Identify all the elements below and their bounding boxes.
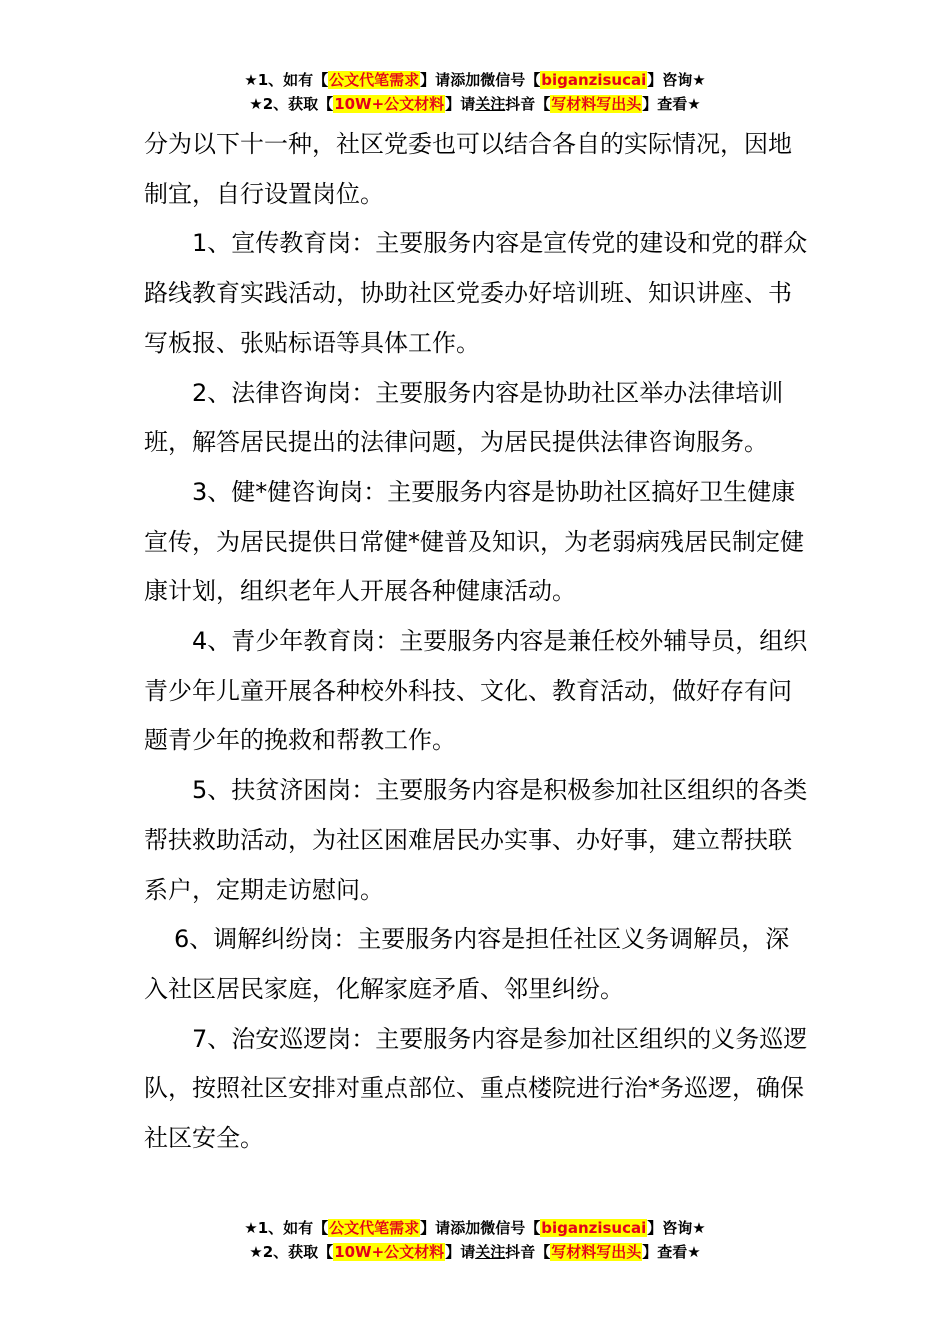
banner-line-2: ★2、获取【10W+公文材料】请关注抖音【写材料写出头】查看★	[249, 95, 701, 113]
item-paragraph-3: 3、健*健咨询岗：主要服务内容是协助社区搞好卫生健康宣传，为居民提供日常健*健普及知识，为老弱病残居民制定健康计划，组织老年人开展各种健康活动。	[144, 477, 804, 606]
item-paragraph-6: 6、调解纠纷岗：主要服务内容是担任社区义务调解员，深入社区居民家庭，化解家庭矛盾、邻里纠纷。	[144, 925, 790, 1003]
footer-banner	[0, 1216, 950, 1264]
item-paragraph-4: 4、青少年教育岗：主要服务内容是兼任校外辅导员，组织青少年儿童开展各种校外科技、文化、教育活动，做好存有问题青少年的挽救和帮教工作。	[144, 627, 808, 755]
emphasis-follow: 关注	[475, 95, 506, 113]
highlight-materials: 10W+公文材料	[334, 95, 445, 113]
emphasis-add: 添加	[450, 1219, 481, 1237]
emphasis-follow: 关注	[475, 1243, 506, 1261]
highlight-service: 公文代笔需求	[329, 1219, 420, 1237]
highlight-wechat-id: biganzisucai	[541, 71, 647, 89]
highlight-douyin-account: 写材料写出头	[551, 95, 642, 113]
highlight-service: 公文代笔需求	[329, 71, 420, 89]
banner-line-2: ★2、获取【10W+公文材料】请关注抖音【写材料写出头】查看★	[249, 1243, 701, 1261]
highlight-materials: 10W+公文材料	[334, 1243, 445, 1261]
banner-line-1: ★1、如有【公文代笔需求】请添加微信号【biganzisucai】咨询★	[244, 1219, 706, 1237]
item-paragraph-2: 2、法律咨询岗：主要服务内容是协助社区举办法律培训班，解答居民提出的法律问题，为居民提供法律咨询服务。	[144, 378, 784, 457]
highlight-wechat-id: biganzisucai	[541, 1219, 647, 1237]
emphasis-add: 添加	[450, 71, 481, 89]
item-paragraph-7: 7、治安巡逻岗：主要服务内容是参加社区组织的义务巡逻队，按照社区安排对重点部位、重点楼院进行治*务巡逻，确保社区安全。	[144, 1024, 808, 1153]
banner-line-1: ★1、如有【公文代笔需求】请添加微信号【biganzisucai】咨询★	[244, 71, 706, 89]
item-paragraph-1: 1、宣传教育岗：主要服务内容是宣传党的建设和党的群众路线教育实践活动，协助社区党委办好培训班、知识讲座、书写板报、张贴标语等具体工作。	[144, 229, 808, 357]
intro-paragraph: 分为以下十一种，社区党委也可以结合各自的实际情况，因地制宜，自行设置岗位。	[144, 130, 792, 208]
header-banner	[0, 68, 950, 116]
document-body	[144, 120, 810, 1164]
item-paragraph-5: 5、扶贫济困岗：主要服务内容是积极参加社区组织的各类帮扶救助活动，为社区困难居民办实事、办好事，建立帮扶联系户，定期走访慰问。	[144, 776, 808, 904]
highlight-douyin-account: 写材料写出头	[551, 1243, 642, 1261]
